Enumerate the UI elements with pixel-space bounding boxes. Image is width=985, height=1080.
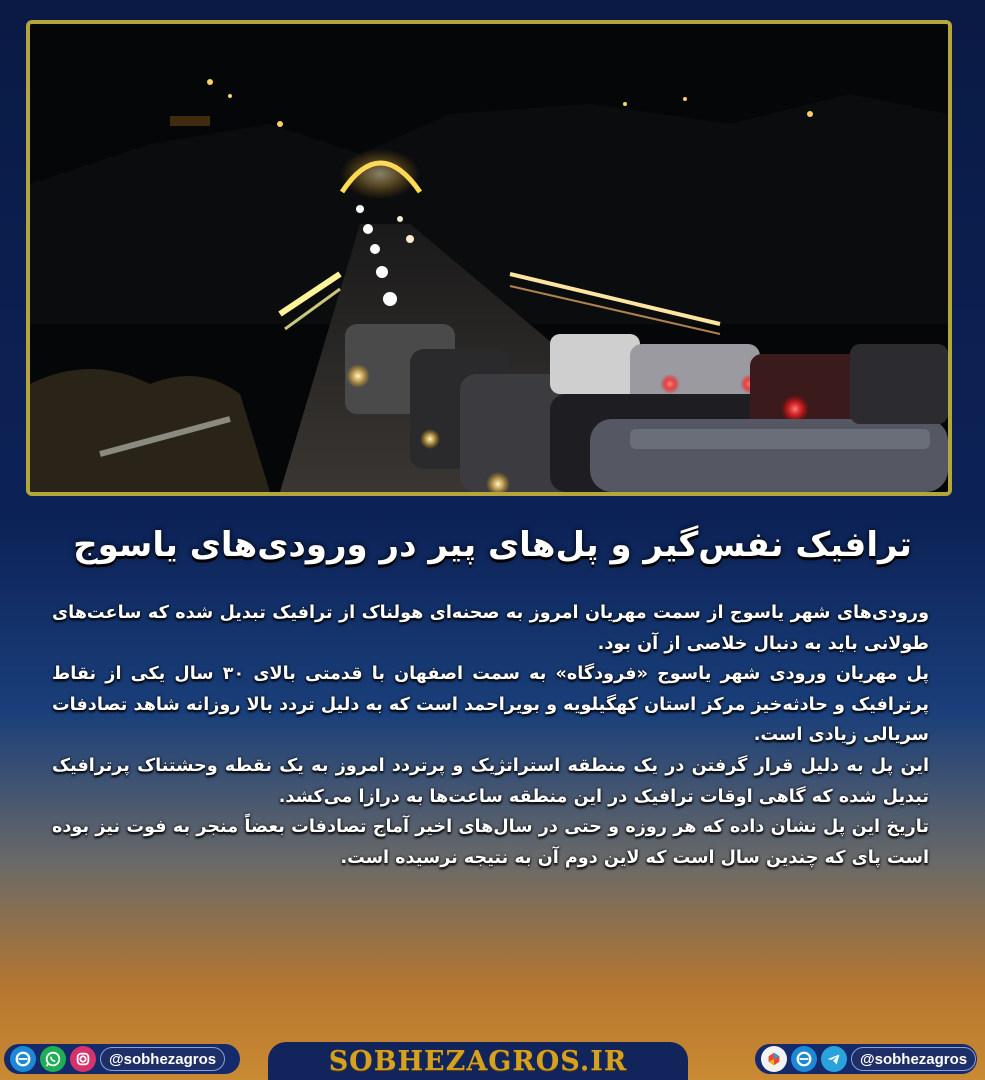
social-links-right [755,1044,977,1074]
news-photo [26,20,952,496]
paragraph: این پل به دلیل قرار گرفتن در یک منطقه استراتژیک و پرتردد امروز به یک نقطه وحشتناک پرترافیک تبدیل شده که گاهی اوقات ترافیک در این منطقه ساعت‌ها به درازا می‌کشد. [52,755,929,807]
edge-icon[interactable] [10,1046,36,1072]
edge-icon[interactable] [791,1046,817,1072]
paragraph: ورودی‌های شهر یاسوج از سمت مهریان امروز به صحنه‌ای هولناک از ترافیک تبدیل شده که ساعت‌های طولانی باید به دنبال خلاصی از آن بود. [52,603,929,654]
telegram-icon[interactable] [821,1046,847,1072]
social-handle[interactable]: @sobhezagros [100,1047,225,1071]
paragraph: تاریخ این پل نشان داده که هر روزه و حتی در سال‌های اخیر آماج تصادفات بعضاً منجر به فوت نیز بوده است پای که چندین سال است که لاین دوم آن به نتیجه نرسیده است. [52,817,929,868]
night-traffic-photo [30,24,948,492]
headline: ترافیک نفس‌گیر و پل‌های پیر در ورودی‌های یاسوج [73,525,912,565]
instagram-icon[interactable] [70,1046,96,1072]
whatsapp-icon[interactable] [40,1046,66,1072]
paragraph: پل مهریان ورودی شهر یاسوج «فرودگاه» به سمت اصفهان با قدمتی بالای ۳۰ سال یکی از نقاط پرترافیک و حادثه‌خیز مرکز استان کهگیلویه و بویراحمد است که به دلیل تردد بالا روزانه شاهد تصادفات سریالی زیادی است. [52,664,929,746]
site-url[interactable]: SOBHEZAGROS.IR [268,1042,688,1080]
footer [0,1040,985,1080]
article-body [52,598,929,873]
social-links-left [4,1044,240,1074]
social-handle[interactable]: @sobhezagros [851,1047,976,1071]
app-icon[interactable] [761,1046,787,1072]
